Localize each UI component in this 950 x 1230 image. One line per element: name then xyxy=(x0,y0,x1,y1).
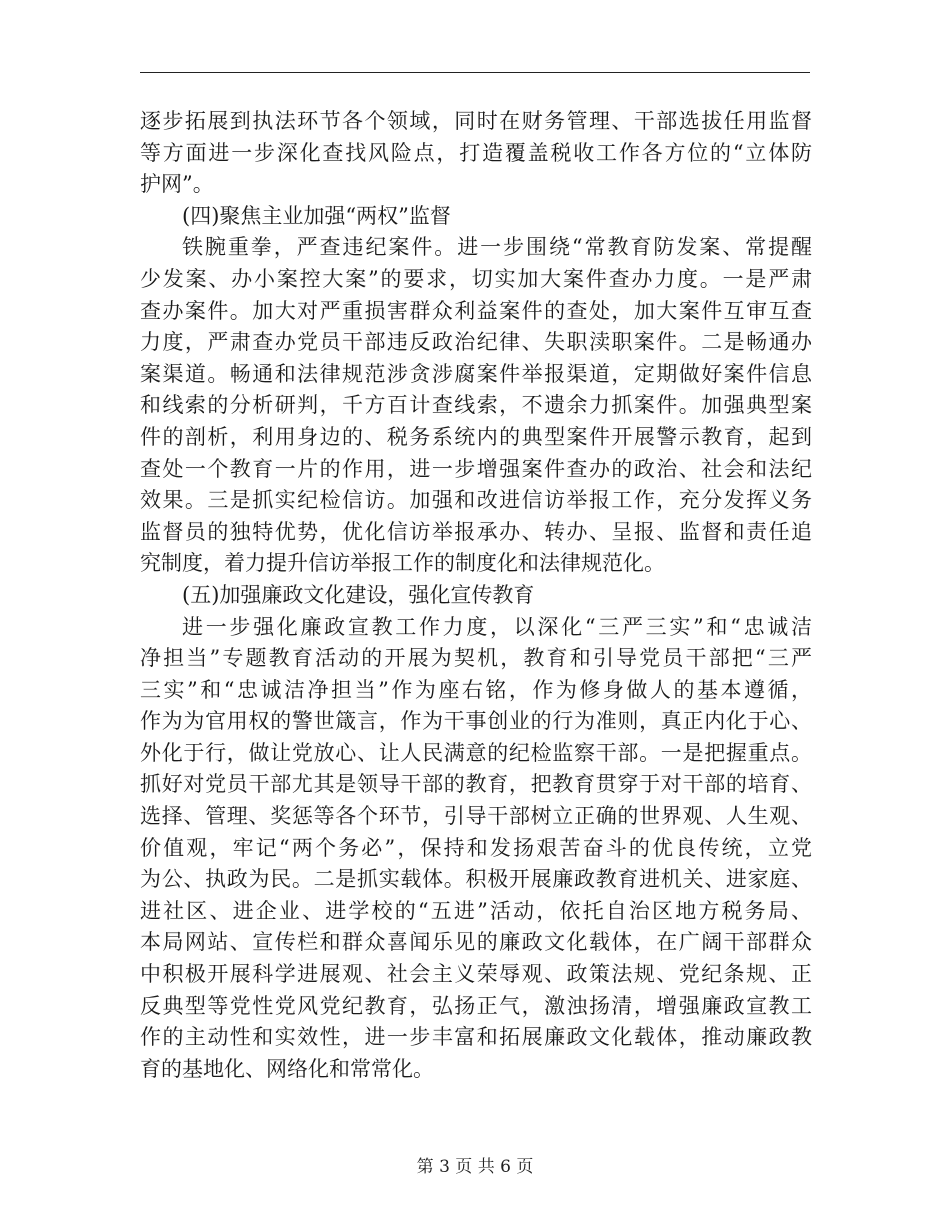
text-line: 外化于行，做让党放心、让人民满意的纪检监察干部。一是把握重点。 xyxy=(140,740,812,765)
text-line: (五)加强廉政文化建设，强化宣传教育 xyxy=(182,582,535,607)
text-line: 少发案、办小案控大案”的要求，切实加大案件查办力度。一是严肃 xyxy=(140,266,812,291)
text-line: 等方面进一步深化查找风险点，打造覆盖税收工作各方位的“立体防 xyxy=(140,140,812,165)
text-line: 进一步强化廉政宣教工作力度，以深化“三严三实”和“忠诚洁 xyxy=(182,614,812,639)
text-line: 中积极开展科学进展观、社会主义荣辱观、政策法规、党纪条规、正 xyxy=(140,962,812,987)
text-line: 件的剖析，利用身边的、税务系统内的典型案件开展警示教育，起到 xyxy=(140,424,812,449)
header-rule xyxy=(140,72,810,73)
text-line: 逐步拓展到执法环节各个领域，同时在财务管理、干部选拔任用监督 xyxy=(140,109,812,133)
text-line: 抓好对党员干部尤其是领导干部的教育，把教育贯穿于对干部的培育、 xyxy=(140,772,812,797)
text-line: 选择、管理、奖惩等各个环节，引导干部树立正确的世界观、人生观、 xyxy=(140,804,812,829)
text-line: 效果。三是抓实纪检信访。加强和改进信访举报工作，充分发挥义务 xyxy=(140,488,812,513)
text-line: 本局网站、宣传栏和群众喜闻乐见的廉政文化载体，在广阔干部群众 xyxy=(140,930,812,955)
text-line: 反典型等党性党风党纪教育，弘扬正气，激浊扬清，增强廉政宣教工 xyxy=(140,993,812,1018)
text-line: 究制度，着力提升信访举报工作的制度化和法律规范化。 xyxy=(140,551,665,576)
text-line: 作的主动性和实效性，进一步丰富和拓展廉政文化载体，推动廉政教 xyxy=(140,1025,812,1050)
text-line: 进社区、进企业、进学校的“五进”活动，依托自治区地方税务局、 xyxy=(140,898,812,923)
page-number-footer: 第 3 页 共 6 页 xyxy=(416,1157,534,1177)
body-text xyxy=(140,106,812,1085)
text-line: 三实”和“忠诚洁净担当”作为座右铭，作为修身做人的基本遵循， xyxy=(140,677,812,702)
text-line: 和线索的分析研判，千方百计查线索，不遗余力抓案件。加强典型案 xyxy=(140,393,812,418)
text-line: (四)聚焦主业加强“两权”监督 xyxy=(182,203,451,228)
text-line: 育的基地化、网络化和常常化。 xyxy=(140,1056,434,1081)
text-line: 查办案件。加大对严重损害群众利益案件的查处，加大案件互审互查 xyxy=(140,298,812,323)
text-line: 铁腕重拳，严查违纪案件。进一步围绕“常教育防发案、常提醒 xyxy=(182,235,812,260)
text-line: 价值观，牢记“两个务必”，保持和发扬艰苦奋斗的优良传统，立党 xyxy=(140,835,812,860)
text-line: 为公、执政为民。二是抓实载体。积极开展廉政教育进机关、进家庭、 xyxy=(140,867,812,892)
text-line: 查处一个教育一片的作用，进一步增强案件查办的政治、社会和法纪 xyxy=(140,456,812,481)
text-line: 案渠道。畅通和法律规范涉贪涉腐案件举报渠道，定期做好案件信息 xyxy=(140,361,812,386)
text-line: 作为为官用权的警世箴言，作为干事创业的行为准则，真正内化于心、 xyxy=(140,709,812,734)
text-line: 力度，严肃查办党员干部违反政治纪律、失职渎职案件。二是畅通办 xyxy=(140,330,812,355)
text-line: 监督员的独特优势，优化信访举报承办、转办、呈报、监督和责任追 xyxy=(140,519,812,544)
text-line: 护网”。 xyxy=(140,172,214,197)
text-line: 净担当”专题教育活动的开展为契机，教育和引导党员干部把“三严 xyxy=(140,646,812,671)
